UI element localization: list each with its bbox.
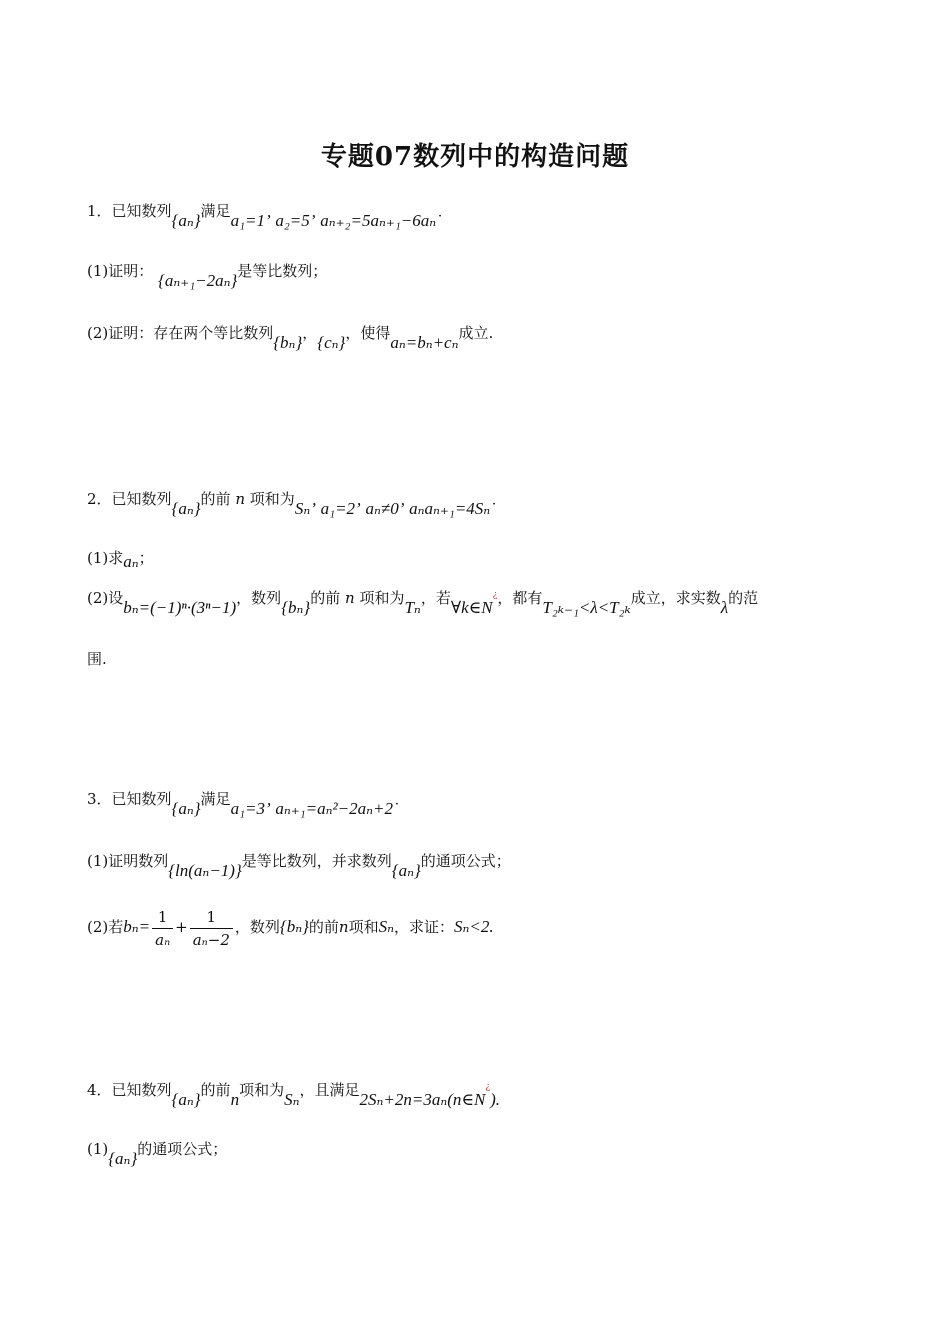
sum-Tn: Tₙ bbox=[404, 598, 421, 617]
part-text-3: 项和 bbox=[348, 918, 379, 936]
problem-4-stem bbox=[87, 1076, 501, 1109]
variable-n: n bbox=[235, 490, 246, 508]
fraction-2 bbox=[190, 906, 233, 951]
sum-Sn: Sₙ’ bbox=[294, 499, 316, 518]
problem-2-stem bbox=[87, 488, 496, 518]
fraction-1-numerator: 1 bbox=[152, 906, 173, 929]
variable-n: n bbox=[230, 1090, 240, 1109]
fraction-2-denominator: aₙ−2 bbox=[192, 930, 230, 949]
condition-recurrence: aₙ₊₂=5aₙ₊₁−6aₙ˙ bbox=[320, 211, 442, 230]
problem-2-part-2-wrap: 围. bbox=[87, 650, 107, 668]
problem-3-part-2 bbox=[87, 904, 494, 951]
condition-a2: a₂=5’ bbox=[275, 211, 316, 230]
part-text-2: 的前 bbox=[308, 918, 339, 936]
term-an: aₙ bbox=[123, 552, 139, 571]
sequence-a: {aₙ} bbox=[171, 1090, 201, 1109]
part-text-6: 成立，求实数 bbox=[630, 589, 721, 607]
problem-4-text-3: ，且满足 bbox=[299, 1081, 360, 1099]
sequence-b: {bₙ} bbox=[273, 333, 303, 352]
problem-1-stem bbox=[87, 200, 442, 230]
sequence-b: {bₙ} bbox=[279, 917, 309, 936]
inequality: T₂ₖ₋₁<λ<T₂ₖ bbox=[542, 598, 631, 617]
part-text-3: 项和为 bbox=[359, 589, 405, 607]
part-text-7: 的范 bbox=[728, 589, 759, 607]
condition-recurrence: aₙ₊₁=aₙ²−2aₙ+2˙ bbox=[275, 799, 399, 818]
variable-n: n bbox=[344, 589, 355, 607]
sequence-expression: {aₙ₊₁−2aₙ} bbox=[158, 271, 238, 290]
problem-2-part-2 bbox=[87, 584, 759, 617]
glitch-mark: ¿ bbox=[492, 590, 498, 600]
sequence-a: {aₙ} bbox=[108, 1149, 138, 1168]
problem-2-part-1 bbox=[87, 547, 154, 569]
plus-sign: + bbox=[175, 918, 188, 936]
part-text: ，使得 bbox=[345, 324, 391, 342]
page-title: 专题07数列中的构造问题 bbox=[320, 142, 630, 172]
part-label: (1)证明： bbox=[87, 262, 154, 280]
sequence-a: {aₙ} bbox=[171, 211, 201, 230]
fraction-1-denominator: aₙ bbox=[155, 930, 171, 949]
part-label: (1)证明数列 bbox=[87, 852, 169, 870]
problem-1-text: 满足 bbox=[200, 202, 231, 220]
problem-3-part-1 bbox=[87, 850, 511, 880]
sequence-a: {aₙ} bbox=[171, 499, 201, 518]
forall-k: ∀k∈N bbox=[450, 598, 493, 617]
condition-product: aₙaₙ₊₁=4Sₙ˙ bbox=[409, 499, 496, 518]
bn-equals: bₙ= bbox=[123, 917, 151, 936]
part-text-4: ，若 bbox=[420, 589, 451, 607]
glitch-mark: ¿ bbox=[485, 1082, 491, 1092]
part-text-2: 的前 bbox=[310, 589, 341, 607]
equation-end: ). bbox=[490, 1090, 501, 1109]
sum-Sn: Sₙ bbox=[378, 917, 394, 936]
part-text-end: 成立. bbox=[458, 324, 494, 342]
part-text-4: ，求证： bbox=[393, 918, 454, 936]
problem-3-text: 满足 bbox=[200, 790, 231, 808]
part-text: 的通项公式； bbox=[137, 1140, 228, 1158]
problem-4-text-2: 项和为 bbox=[239, 1081, 285, 1099]
fraction-2-numerator: 1 bbox=[190, 906, 233, 929]
problem-4-label: 4．已知数列 bbox=[87, 1081, 172, 1099]
inequality: Sₙ<2. bbox=[454, 917, 494, 936]
problem-3-stem bbox=[87, 788, 399, 818]
part-text-5: ，都有 bbox=[497, 589, 543, 607]
sequence-a: {aₙ} bbox=[391, 861, 421, 880]
part-text: ，数列 bbox=[236, 589, 282, 607]
problem-4-text: 的前 bbox=[200, 1081, 231, 1099]
problem-1-label: 1．已知数列 bbox=[87, 202, 172, 220]
lambda: λ bbox=[720, 598, 729, 617]
bn-definition: bₙ=(−1)ⁿ·(3ⁿ−1) bbox=[123, 598, 237, 617]
condition-nonzero: aₙ≠0’ bbox=[365, 499, 405, 518]
fraction-1 bbox=[152, 906, 173, 951]
part-label: (1)求 bbox=[87, 549, 124, 567]
equation: 2Sₙ+2n=3aₙ(n∈N bbox=[359, 1090, 486, 1109]
part-label: (1) bbox=[87, 1140, 109, 1158]
sequence-a: {aₙ} bbox=[171, 799, 201, 818]
part-label: (2)若 bbox=[87, 918, 124, 936]
condition-a1: a₁=1’ bbox=[230, 211, 271, 230]
part-text: ； bbox=[138, 549, 154, 567]
problem-2-text-2: 项和为 bbox=[249, 490, 295, 508]
log-sequence: {ln(aₙ−1)} bbox=[168, 861, 242, 880]
problem-1-part-2 bbox=[87, 322, 494, 352]
part-text-2: 的通项公式； bbox=[420, 852, 511, 870]
part-label: (2)设 bbox=[87, 589, 124, 607]
condition-a1: a₁=3’ bbox=[230, 799, 271, 818]
part-label: (2)证明：存在两个等比数列 bbox=[87, 324, 274, 342]
sum-Sn: Sₙ bbox=[284, 1090, 300, 1109]
sequence-b: {bₙ} bbox=[281, 598, 311, 617]
sequence-c: {cₙ} bbox=[317, 333, 346, 352]
problem-2-label: 2．已知数列 bbox=[87, 490, 172, 508]
variable-n: n bbox=[338, 918, 349, 936]
separator: ， bbox=[302, 324, 318, 342]
condition-a1: a₁=2’ bbox=[320, 499, 361, 518]
part-text: 是等比数列，并求数列 bbox=[241, 852, 392, 870]
problem-4-part-1 bbox=[87, 1138, 228, 1168]
part-text: 是等比数列； bbox=[237, 262, 328, 280]
problem-3-label: 3．已知数列 bbox=[87, 790, 172, 808]
part-text: ，数列 bbox=[234, 918, 280, 936]
problem-1-part-1 bbox=[87, 260, 328, 290]
problem-2-text: 的前 bbox=[200, 490, 231, 508]
equation: aₙ=bₙ+cₙ bbox=[390, 333, 459, 352]
